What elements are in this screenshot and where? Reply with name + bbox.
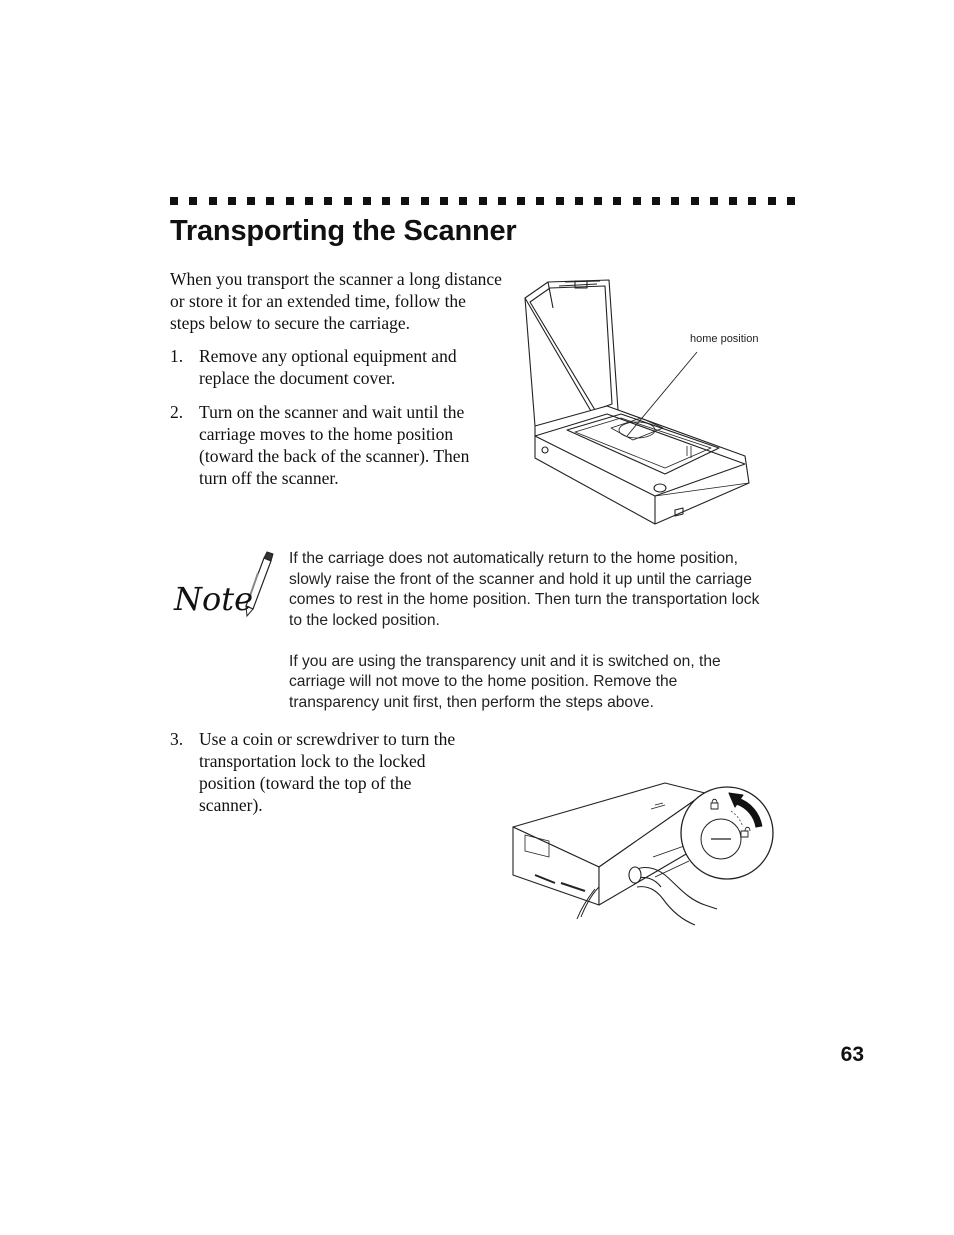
rule-dot <box>652 197 660 205</box>
svg-text:Note: Note <box>174 580 254 618</box>
rule-dot <box>498 197 506 205</box>
rule-dot <box>228 197 236 205</box>
rule-dot <box>536 197 544 205</box>
rule-dot <box>324 197 332 205</box>
step-number: 1. <box>170 346 184 366</box>
rule-dot <box>479 197 487 205</box>
note-box <box>289 549 769 713</box>
rule-dot <box>247 197 255 205</box>
scanner-open-illustration <box>515 278 775 530</box>
step-text: Turn on the scanner and wait until the carriage moves to the home position (toward the back of the scanner). Then turn off the scanner. <box>199 402 470 488</box>
rule-dot <box>382 197 390 205</box>
rule-dot <box>613 197 621 205</box>
step-number: 2. <box>170 402 184 422</box>
rule-dot <box>401 197 409 205</box>
rule-dot <box>170 197 178 205</box>
home-position-callout: home position <box>690 333 759 345</box>
rule-dot <box>729 197 737 205</box>
rule-dot <box>671 197 679 205</box>
rule-dot <box>363 197 371 205</box>
rule-dot <box>209 197 217 205</box>
note-paragraph: If you are using the transparency unit and it is switched on, the carriage will not move to the home position. Remove the transparency unit first, then perform the steps above. <box>289 652 721 711</box>
note-paragraph: If the carriage does not automatically return to the home position, slowly raise the front of the scanner and hold it up until the carriage comes to rest in the home position. Then turn the transportation lock to the locked position. <box>289 550 760 629</box>
note-icon <box>172 548 277 623</box>
rule-dot <box>421 197 429 205</box>
rule-dot <box>305 197 313 205</box>
rule-dot <box>594 197 602 205</box>
rule-dot <box>710 197 718 205</box>
rule-dot <box>459 197 467 205</box>
rule-dot <box>768 197 776 205</box>
rule-dot <box>286 197 294 205</box>
transport-lock-illustration <box>505 775 775 930</box>
step-text: Use a coin or screwdriver to turn the transportation lock to the locked position (toward the top of the scanner). <box>199 729 456 815</box>
rule-dot <box>440 197 448 205</box>
dotted-rule <box>170 197 795 205</box>
rule-dot <box>266 197 274 205</box>
intro-paragraph: When you transport the scanner a long distance or store it for an extended time, follow the steps below to secure the carriage. <box>170 269 502 333</box>
rule-dot <box>556 197 564 205</box>
step-text: Remove any optional equipment and replace the document cover. <box>199 346 457 388</box>
page-title: Transporting the Scanner <box>170 215 517 247</box>
page-number: 63 <box>840 1043 864 1066</box>
rule-dot <box>189 197 197 205</box>
rule-dot <box>517 197 525 205</box>
step-number: 3. <box>170 729 184 749</box>
rule-dot <box>691 197 699 205</box>
rule-dot <box>787 197 795 205</box>
rule-dot <box>633 197 641 205</box>
rule-dot <box>575 197 583 205</box>
rule-dot <box>344 197 352 205</box>
rule-dot <box>748 197 756 205</box>
